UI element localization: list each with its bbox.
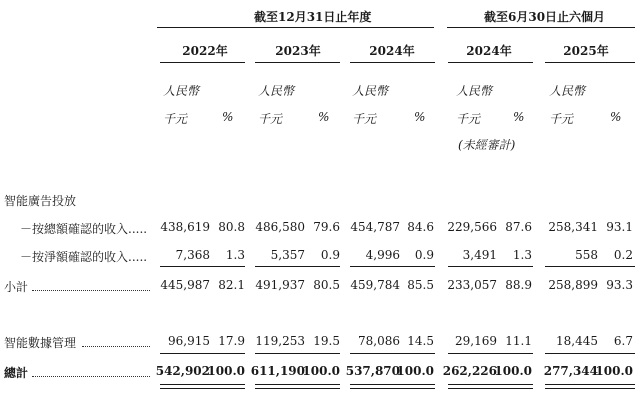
row-data-mgmt-label: 智能數據管理: [4, 336, 77, 350]
unit-currency-2025-h1: 人民幣: [549, 84, 586, 98]
rule-year-2022: [160, 62, 245, 63]
total-double-rule: [160, 388, 245, 389]
cell: 438,619: [160, 220, 210, 234]
cell: 84.6: [407, 220, 434, 234]
total-rule-top: [448, 353, 533, 354]
cell: 537,870: [345, 364, 400, 378]
cell: 262,226: [442, 364, 497, 378]
unit-percent-2024-h1: %: [513, 110, 525, 124]
unit-percent-2024: %: [414, 110, 426, 124]
row-subtotal-label: 小計: [4, 280, 29, 294]
cell: 558: [575, 248, 598, 262]
total-double-rule: [448, 384, 533, 385]
unit-thousand-2024-h1: 千元: [456, 112, 481, 126]
cell: 88.9: [505, 278, 532, 292]
subtotal-rule: [545, 266, 635, 267]
cell: 80.8: [218, 220, 245, 234]
total-double-rule: [160, 384, 245, 385]
cell: 3,491: [462, 248, 497, 262]
cell: 233,057: [447, 278, 497, 292]
total-rule-top: [545, 353, 635, 354]
unit-percent-2025-h1: %: [610, 110, 622, 124]
cell: 0.9: [414, 248, 434, 262]
cell: 0.2: [613, 248, 633, 262]
cell: 14.5: [407, 334, 434, 348]
cell: 79.6: [313, 220, 340, 234]
row-gross-revenue-label: －按總額確認的收入.....: [20, 222, 148, 236]
cell: 1.3: [512, 248, 532, 262]
subtotal-rule: [350, 266, 435, 267]
total-rule-top: [160, 353, 245, 354]
subtotal-rule: [448, 266, 533, 267]
unit-thousand-2025-h1: 千元: [549, 112, 574, 126]
cell: 82.1: [218, 278, 245, 292]
cell: 96,915: [168, 334, 210, 348]
cell: 100.0: [207, 364, 245, 378]
cell: 445,987: [160, 278, 210, 292]
cell: 100.0: [396, 364, 434, 378]
total-double-rule: [255, 388, 340, 389]
unit-percent-2022: %: [222, 110, 234, 124]
year-2025-h1: 2025年: [563, 44, 609, 58]
cell: 100.0: [595, 364, 633, 378]
rule-year-2023: [255, 62, 340, 63]
cell: 19.5: [313, 334, 340, 348]
total-rule-top: [255, 353, 340, 354]
cell: 454,787: [350, 220, 400, 234]
total-double-rule: [545, 384, 635, 385]
total-rule-top: [350, 353, 435, 354]
unaudited-note: (未經審計): [458, 138, 516, 152]
cell: 7,368: [175, 248, 210, 262]
cell: 459,784: [350, 278, 400, 292]
unit-currency-2024-h1: 人民幣: [456, 84, 493, 98]
rule-group-annual: [157, 27, 434, 28]
row-total-label: 總計: [4, 366, 29, 380]
cell: 258,341: [548, 220, 598, 234]
year-2023: 2023年: [275, 44, 321, 58]
subtotal-leader: [32, 290, 150, 291]
cell: 611,190: [250, 364, 305, 378]
cell: 119,253: [255, 334, 305, 348]
year-2024-h1: 2024年: [466, 44, 512, 58]
cell: 258,899: [548, 278, 598, 292]
cell: 542,902: [155, 364, 210, 378]
total-double-rule: [448, 388, 533, 389]
unit-currency-2022: 人民幣: [163, 84, 200, 98]
cell: 100.0: [494, 364, 532, 378]
cell: 18,445: [556, 334, 598, 348]
year-2022: 2022年: [182, 44, 228, 58]
data-mgmt-leader: [82, 346, 150, 347]
unit-thousand-2024: 千元: [352, 112, 377, 126]
header-group-annual: 截至12月31日止年度: [254, 10, 372, 24]
cell: 491,937: [255, 278, 305, 292]
total-double-rule: [350, 384, 435, 385]
cell: 4,996: [365, 248, 400, 262]
cell: 5,357: [270, 248, 305, 262]
unit-currency-2023: 人民幣: [258, 84, 295, 98]
rule-year-2024-h1: [448, 62, 533, 63]
section-smart-advertising: 智能廣告投放: [4, 194, 77, 208]
cell: 6.7: [613, 334, 633, 348]
year-2024: 2024年: [369, 44, 415, 58]
header-group-halfyear: 截至6月30日止六個月: [484, 10, 606, 24]
cell: 78,086: [358, 334, 400, 348]
rule-year-2025-h1: [545, 62, 635, 63]
unit-thousand-2023: 千元: [258, 112, 283, 126]
cell: 11.1: [505, 334, 532, 348]
cell: 277,344: [543, 364, 598, 378]
unit-percent-2023: %: [318, 110, 330, 124]
cell: 1.3: [225, 248, 245, 262]
cell: 0.9: [320, 248, 340, 262]
cell: 17.9: [218, 334, 245, 348]
cell: 93.1: [606, 220, 633, 234]
cell: 100.0: [302, 364, 340, 378]
cell: 29,169: [455, 334, 497, 348]
cell: 93.3: [606, 278, 633, 292]
cell: 229,566: [447, 220, 497, 234]
rule-group-halfyear: [447, 27, 635, 28]
cell: 486,580: [255, 220, 305, 234]
rule-year-2024: [350, 62, 435, 63]
subtotal-rule: [255, 266, 340, 267]
total-double-rule: [255, 384, 340, 385]
subtotal-rule: [160, 266, 245, 267]
cell: 85.5: [407, 278, 434, 292]
row-net-revenue-label: －按淨額確認的收入.....: [20, 250, 148, 264]
total-leader: [32, 376, 150, 377]
unit-currency-2024: 人民幣: [352, 84, 389, 98]
total-double-rule: [350, 388, 435, 389]
unit-thousand-2022: 千元: [163, 112, 188, 126]
cell: 80.5: [313, 278, 340, 292]
total-double-rule: [545, 388, 635, 389]
cell: 87.6: [505, 220, 532, 234]
